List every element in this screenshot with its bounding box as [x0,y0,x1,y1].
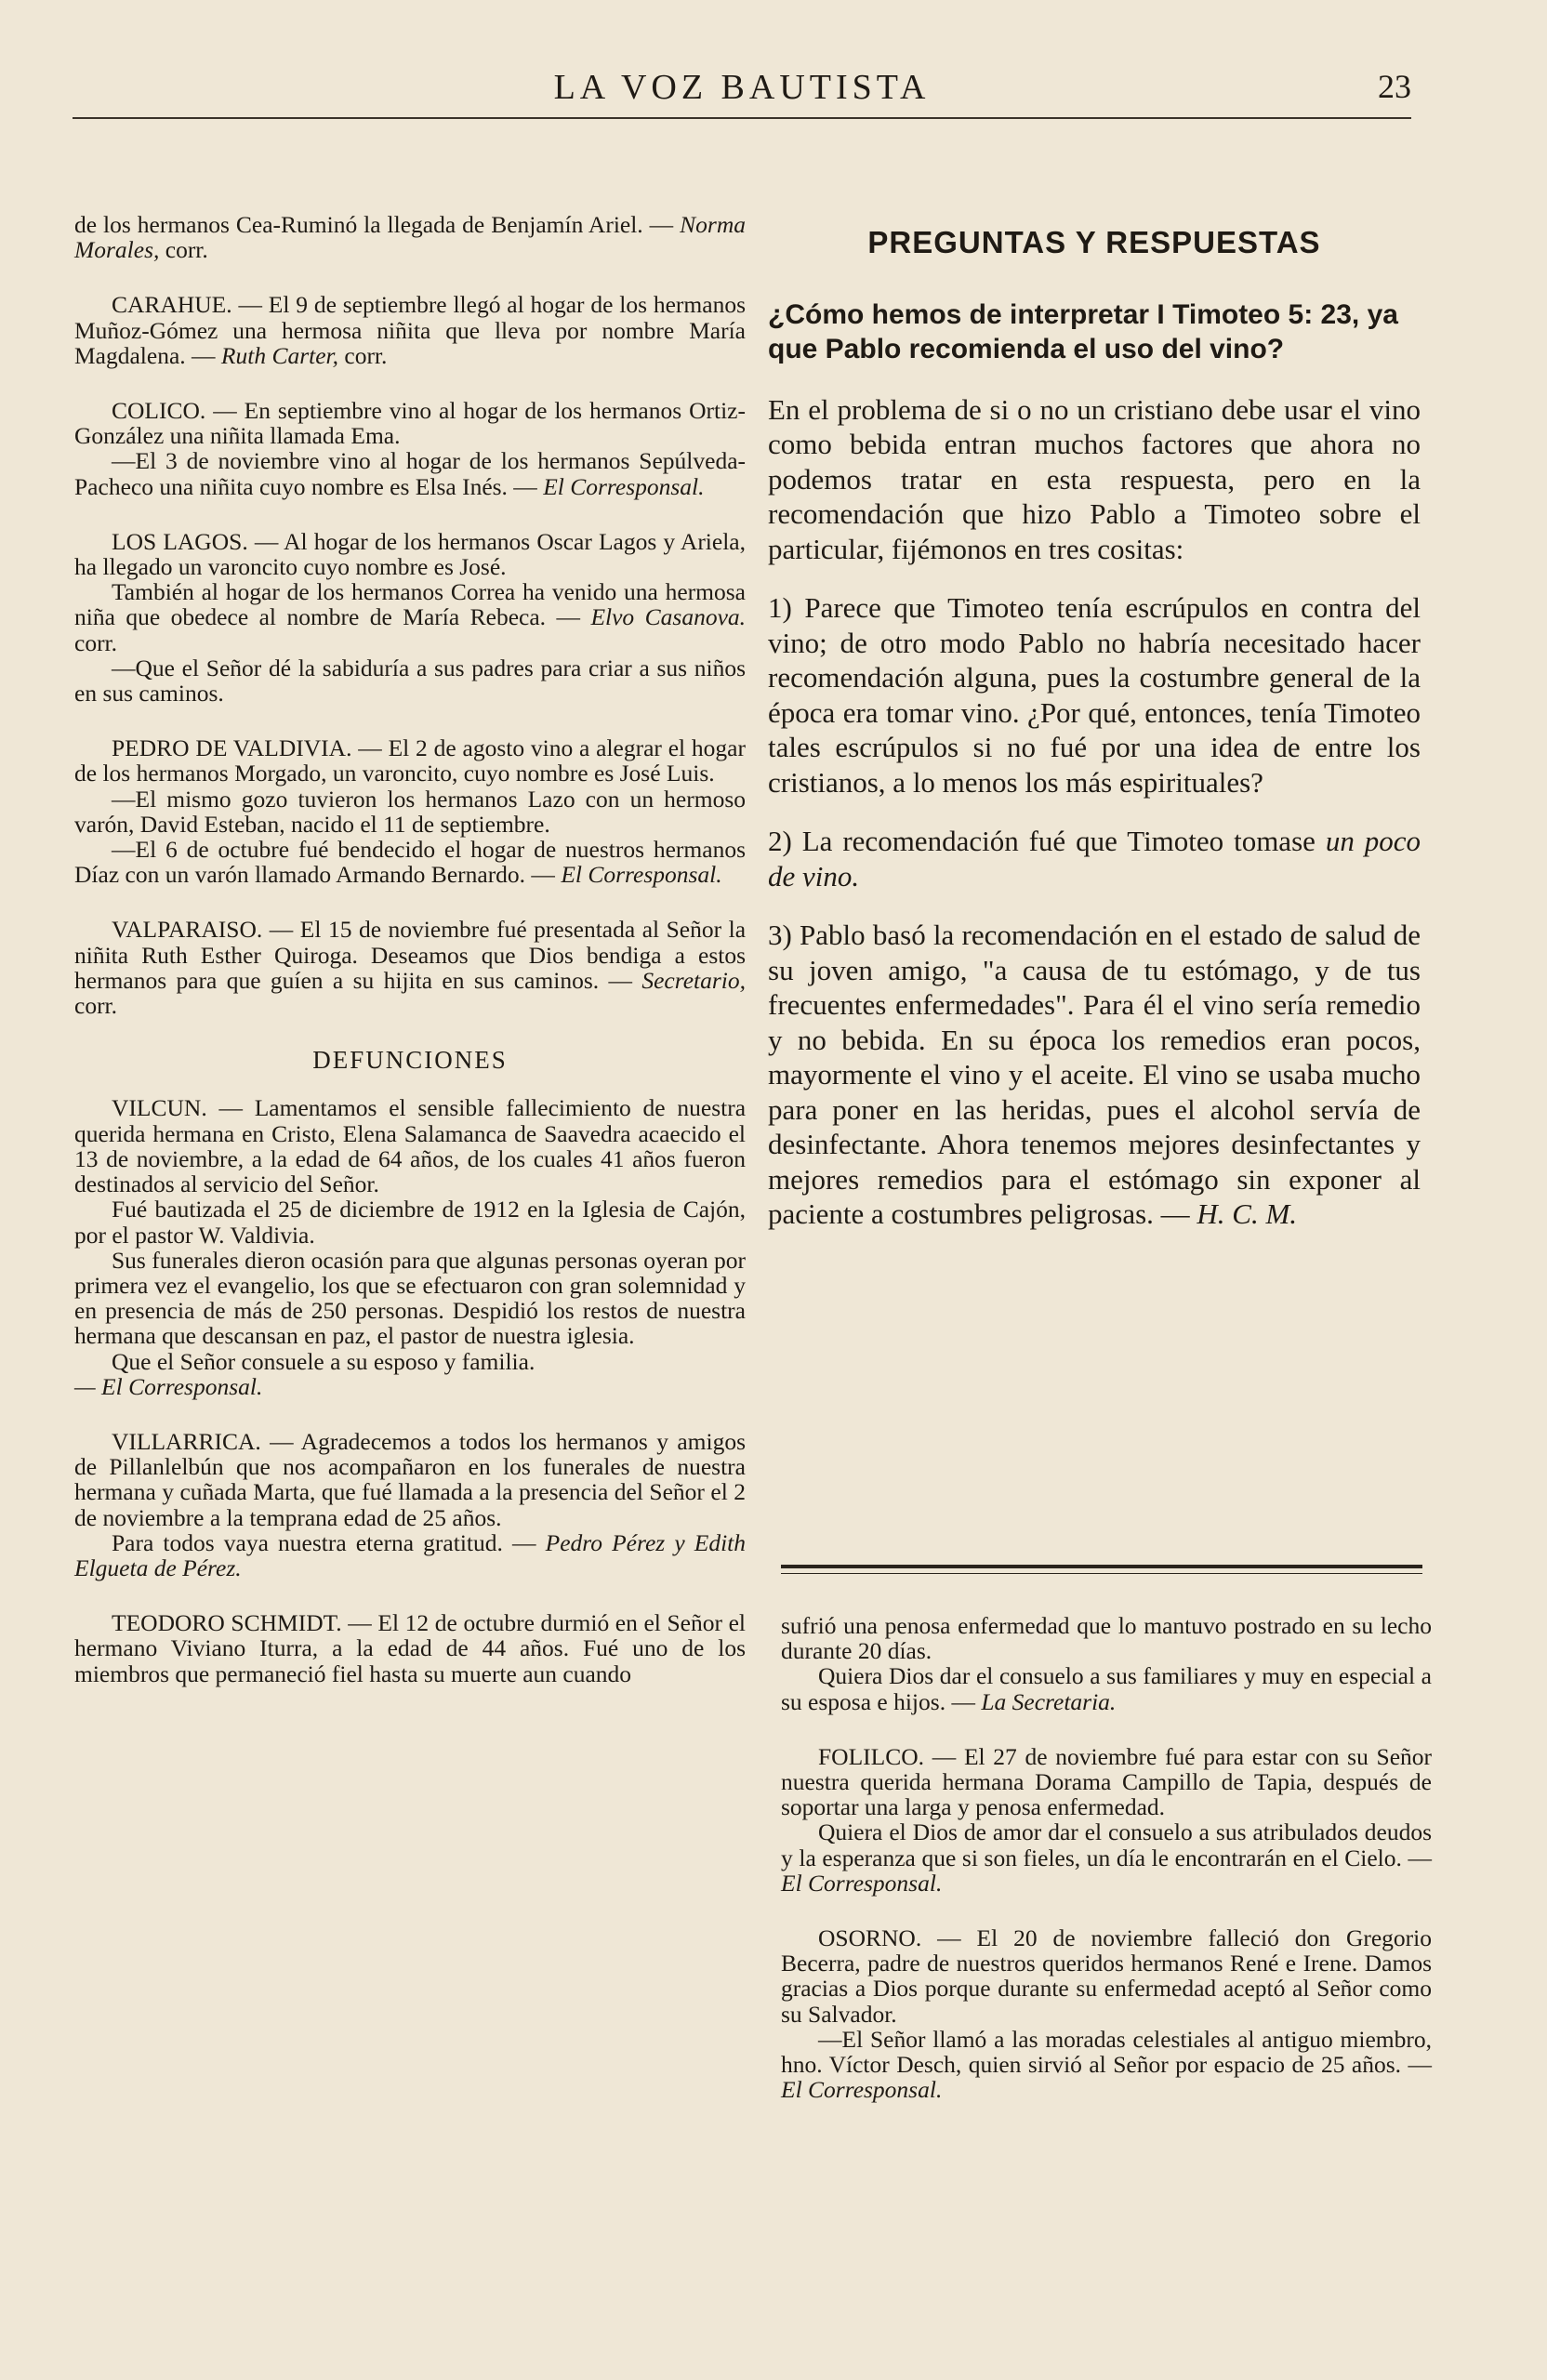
signature: — El Corresponsal. [74,1372,263,1400]
header-rule [73,117,1411,119]
signature: Pedro Pérez y Edith Elgueta de Pérez. [74,1528,747,1581]
magazine-title: LA VOZ BAUTISTA [553,68,931,107]
signature: Norma Morales, [74,211,747,264]
signature: Secretario, [641,966,746,994]
intro-item: de los hermanos Cea-Ruminó la llegada de Benjamín Ariel. — Norma Morales, corr. [74,211,747,264]
news-item-colico: COLICO. — En septiembre vino al hogar de los hermanos Ortiz-González una niñita llamada Ema. —El 3 de noviembre vino al hogar de los hermanos Sepúlveda-Pacheco una niñita cuyo nombre es Elsa Inés. — El Corresponsal. [74,397,746,500]
news-item-valparaiso: VALPARAISO. — El 15 de noviembre fué presentada al Señor la niñita Ruth Esther Quiroga. Deseamos que Dios bendiga a estos hermanos para que guíen a su hijita en sus caminos. — Secretario, corr. [74,916,747,1020]
place-lead: VILLARRICA. — [112,1427,294,1455]
signature: El Corresponsal. [781,1869,943,1897]
signature: Elvo Casanova. [590,603,747,631]
page-number: 23 [1378,68,1411,105]
place-lead: CARAHUE. — [112,291,262,319]
place-lead: COLICO. — [112,397,237,425]
qa-answer-paragraph: 2) La recomendación fué que Timoteo tomase un poco de vino. [768,825,1421,892]
place-lead: TEODORO SCHMIDT. — [112,1609,372,1637]
section-heading-defunciones: DEFUNCIONES [312,1046,508,1075]
signature: El Corresponsal. [543,472,705,500]
place-lead: OSORNO. — [818,1924,961,1952]
death-item-folilco: FOLILCO. — El 27 de noviembre fué para estar con su Señor nuestra querida hermana Dorama Campillo de Tapia, después de soportar una larga y penosa enfermedad. Quiera el Dios de amor dar el consuelo a sus atribulados deudos y la esperanza que si son fieles, un día le encontrarán en el Cielo. — El Corresponsal. [781,1742,1432,1897]
qa-answer-paragraph: 3) Pablo basó la recomendación en el estado de salud de su joven amigo, "a causa de tu estómago, y de tus frecuentes enfermedades". Para él el vino sería remedio y no bebida. En su época los remedios eran pocos, mayormente el vino y el aceite. El vino se usaba mucho para poner en las heridas, pues el alcohol servía de desinfectante. Ahora tenemos mejores desinfectantes y mejores remedios para el estómago sin exponer al paciente a costumbres peligrosas. — H. C. M. [768,919,1421,1230]
signature: La Secretaria. [981,1687,1117,1715]
place-lead: VALPARAISO. — [112,916,294,944]
signature: Ruth Carter, [220,341,338,369]
death-item-vilcun: VILCUN. — Lamentamos el sensible fallecimiento de nuestra querida hermana en Cristo, Elena Salamanca de Saavedra acaecido el 13 de noviembre, a la edad de 64 años, de los cuales 41 años fueron destinados al servicio del Señor. Fué bautizada el 25 de diciembre de 1912 en la Iglesia de Cajón, por el pastor W. Valdivia. Sus funerales dieron ocasión para que algunas personas oyeran por primera vez el evangelio, los que se efectuaron con gran solemnidad y en presencia de más de 250 personas. Despidió los restos de nuestra hermana que descansan en paz, el pastor de nuestra iglesia. Que el Señor consuele a su esposo y familia. — El Corresponsal. [74,1094,747,1400]
place-lead: FOLILCO. — [818,1742,957,1770]
qa-answer-paragraph: En el problema de si o no un cristiano debe usar el vino como bebida entran muchos factores que ahora no podemos tratar en esta respuesta, pero en la recomendación que hizo Pablo a Timoteo sobre el particular, fijémonos en tres cositas: [768,392,1421,565]
news-item-los-lagos: LOS LAGOS. — Al hogar de los hermanos Oscar Lagos y Ariela, ha llegado un varoncito cuyo nombre es José. También al hogar de los hermanos Correa ha venido una hermosa niña que obedece al nombre de María Rebeca. — Elvo Casanova. corr. —Que el Señor dé la sabiduría a sus padres para criar a sus niños en sus caminos. [74,527,747,707]
death-item-villarrica: VILLARRICA. — Agradecemos a todos los hermanos y amigos de Pillanlelbún que nos acompañaron en los funerales de nuestra hermana y cuñada Marta, que fué llamada a la presencia del Señor el 2 de noviembre a la temprana edad de 25 años. Para todos vaya nuestra eterna gratitud. — Pedro Pérez y Edith Elgueta de Pérez. [74,1427,747,1581]
right-column-continuation [781,1613,1432,2132]
qa-question: ¿Cómo hemos de interpretar I Timoteo 5: 23, ya que Pablo recomienda el uso del vino? [768,298,1398,364]
column-divider-rule [781,1565,1422,1574]
place-lead: VILCUN. — [112,1094,243,1122]
news-item-carahue: CARAHUE. — El 9 de septiembre llegó al hogar de los hermanos Muñoz-Gómez una hermosa niñita que lleva por nombre María Magdalena. — Ruth Carter, corr. [74,291,746,369]
death-item-osorno: OSORNO. — El 20 de noviembre falleció don Gregorio Becerra, padre de nuestros queridos hermanos René e Irene. Damos gracias a Dios porque durante su enfermedad aceptó al Señor como su Salvador. —El Señor llamó a las moradas celestiales al antiguo miembro, hno. Víctor Desch, quien sirvió al Señor por espacio de 25 años. — El Corresponsal. [781,1924,1433,2104]
continued-item: sufrió una penosa enfermedad que lo mantuvo postrado en su lecho durante 20 días. Quiera Dios dar el consuelo a sus familiares y muy en especial a su esposa e hijos. — La Secretaria. [781,1612,1432,1715]
qa-answer-paragraph: 1) Parece que Timoteo tenía escrúpulos en contra del vino; de otro modo Pablo no habría necesitado hacer recomendación alguna, pues la costumbre general de la época era tomar vino. ¿Por qué, entonces, tenía Timoteo tales escrúpulos si no fué por una idea de entre los cristianos, a lo menos los más espirituales? [768,591,1421,799]
page-header [73,67,1411,113]
signature: El Corresponsal. [561,861,722,889]
signature: H. C. M. [1197,1197,1298,1230]
signature: El Corresponsal. [781,2076,943,2104]
place-lead: LOS LAGOS. — [112,527,279,555]
death-item-teodoro-schmidt: TEODORO SCHMIDT. — El 12 de octubre durmió en el Señor el hermano Viviano Iturra, a la edad de 44 años. Fué uno de los miembros que permaneció fiel hasta su muerte aun cuando [74,1609,746,1687]
left-column [74,212,746,1716]
news-item-pedro-de-valdivia: PEDRO DE VALDIVIA. — El 2 de agosto vino a alegrar el hogar de los hermanos Morgado, un varoncito, cuyo nombre es José Luis. —El mismo gozo tuvieron los hermanos Lazo con un hermoso varón, David Esteban, nacido el 11 de septiembre. —El 6 de octubre fué bendecido el hogar de nuestros hermanos Díaz con un varón llamado Armando Bernardo. — El Corresponsal. [74,734,746,889]
qa-column [768,218,1421,1256]
place-lead: PEDRO DE VALDIVIA. — [112,734,382,762]
qa-section-title: PREGUNTAS Y RESPUESTAS [867,225,1321,259]
